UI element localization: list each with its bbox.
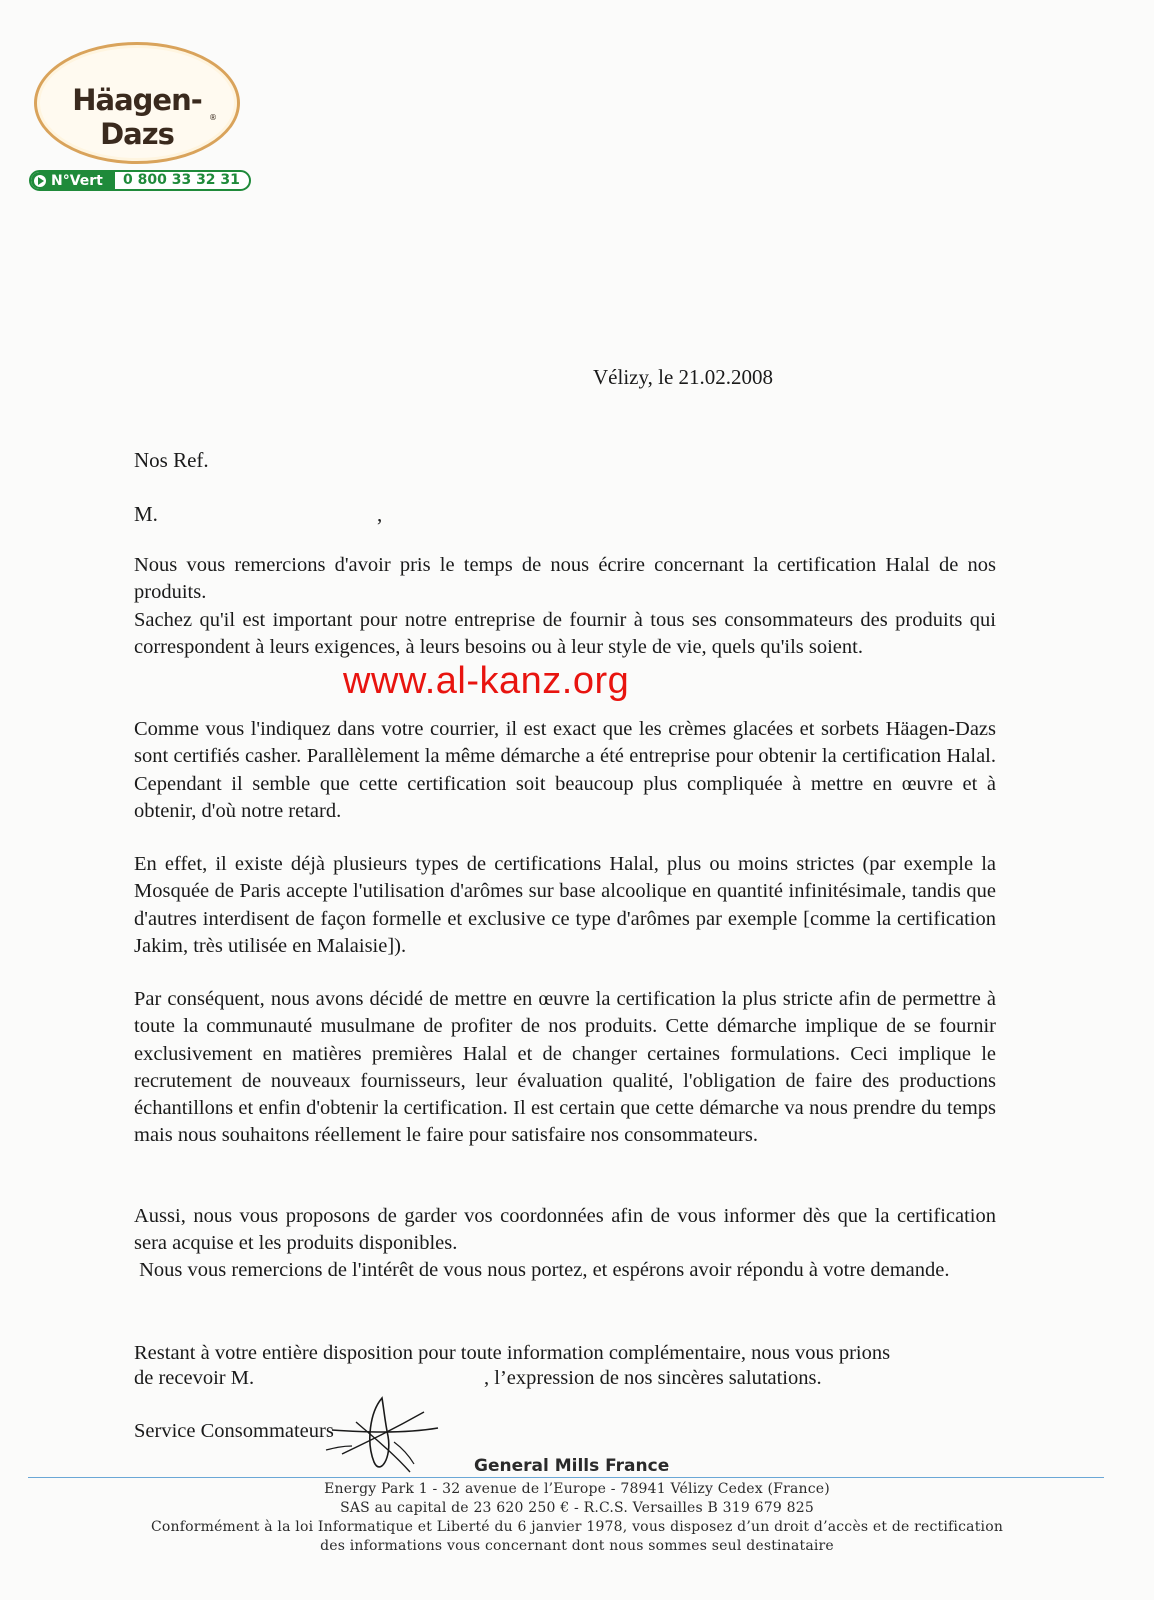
registered-mark: ® bbox=[209, 113, 217, 122]
letter-date: Vélizy, le 21.02.2008 bbox=[593, 365, 774, 389]
paragraph-certification-types: En effet, il existe déjà plusieurs types de certifications Halal, plus ou moins strictes (par exemple la Mosquée de Paris accepte l'utilisation d'arômes sur base alcoolique en quantité infinitésimale, tandis que d'autres interdisent de façon formelle et exclusive ce type d'arômes par exemple [comme la certification Jakim, très utilisée en Malaisie]). bbox=[134, 853, 996, 957]
reference-label: Nos Ref. bbox=[134, 448, 209, 472]
watermark-url: www.al-kanz.org bbox=[343, 660, 630, 702]
toll-free-number: 0 800 33 32 31 bbox=[123, 172, 240, 188]
paragraph-importance: Sachez qu'il est important pour notre entreprise de fournir à tous ses consommateurs des produits qui correspondent à leurs exigences, à leurs besoins ou à leur style de vie, quels qu'ils soient. bbox=[134, 609, 996, 659]
footer-address: Energy Park 1 - 32 avenue de l’Europe - 78941 Vélizy Cedex (France) bbox=[324, 1481, 830, 1497]
logo-wordmark: Häagen-Dazs bbox=[72, 83, 202, 151]
closing-line-2a: de recevoir M. bbox=[134, 1367, 255, 1389]
salutation: M. bbox=[134, 502, 158, 526]
footer-capital: SAS au capital de 23 620 250 € - R.C.S. Versailles B 319 679 825 bbox=[340, 1500, 814, 1516]
footer-legal-2: des informations vous concernant dont nous sommes seul destinataire bbox=[320, 1538, 834, 1554]
paragraph-casher: Comme vous l'indiquez dans votre courrier, il est exact que les crèmes glacées et sorbets Häagen-Dazs sont certifiés casher. Parallèlement la même démarche a été entreprise pour obtenir la certification Halal. Cependant il semble que cette certification soit beaucoup plus compliquée à mettre en œuvre et à obtenir, d'où notre retard. bbox=[134, 718, 996, 822]
salutation-comma: , bbox=[377, 502, 383, 526]
closing-line-1: Restant à votre entière disposition pour toute information complémentaire, nous vous prions bbox=[134, 1342, 891, 1364]
paragraph-intro: Nous vous remercions d'avoir pris le temps de nous écrire concernant la certification Halal de nos produits. bbox=[134, 554, 996, 604]
toll-free-label-box bbox=[31, 172, 115, 189]
signatory-department: Service Consommateurs bbox=[134, 1420, 334, 1442]
toll-free-badge bbox=[29, 170, 251, 191]
paragraph-strict-certification: Par conséquent, nous avons décidé de mettre en œuvre la certification la plus stricte afin de permettre à toute la communauté musulmane de profiter de nos produits. Cette démarche implique de se fournir exclusivement en matières premières Halal et de changer certaines formulations. Ceci implique le recrutement de nouveaux fournisseurs, leur évaluation qualité, l'obligation de faire des productions échantillons et enfin d'obtenir la certification. Il est certain que cette démarche va nous prendre du temps mais nous souhaitons réellement le faire pour satisfaire nos consommateurs. bbox=[134, 988, 996, 1147]
footer-legal-1: Conformément à la loi Informatique et Liberté du 6 janvier 1978, vous disposez d’un droit d’accès et de rectification bbox=[150, 1519, 1004, 1535]
toll-free-label: N°Vert bbox=[51, 172, 103, 189]
play-arrow-icon bbox=[34, 175, 46, 187]
paragraph-thanks: Nous vous remercions de l'intérêt de vous nous portez, et espérons avoir répondu à votre demande. bbox=[134, 1259, 950, 1281]
paragraph-contact-details: Aussi, nous vous proposons de garder vos coordonnées afin de vous informer dès que la certification sera acquise et les produits disponibles. bbox=[134, 1205, 996, 1255]
haagen-dazs-logo bbox=[34, 42, 240, 164]
company-name: General Mills France bbox=[474, 1456, 670, 1476]
footer-divider bbox=[28, 1477, 1104, 1478]
closing-line-2b: , l’expression de nos sincères salutations. bbox=[484, 1367, 822, 1389]
